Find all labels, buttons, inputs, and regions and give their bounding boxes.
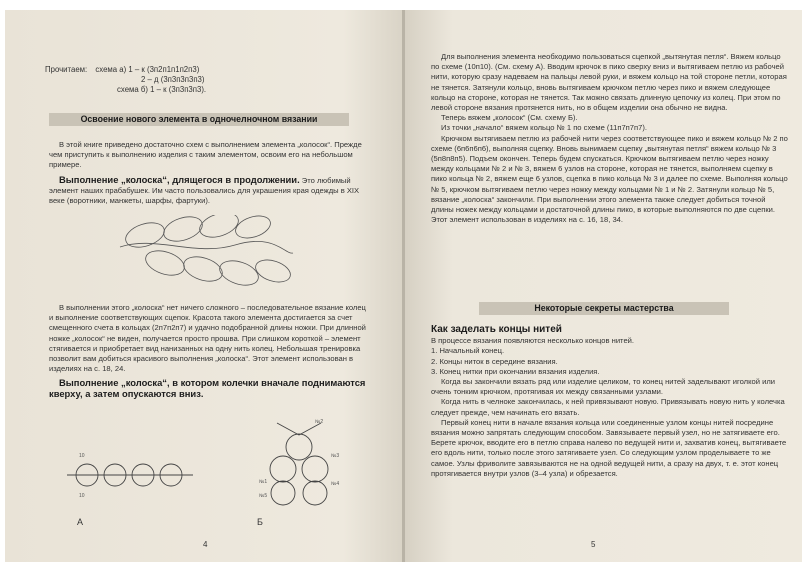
book-spread — [5, 10, 802, 562]
right-paragraph-1: Для выполнения элемента необходимо пользоваться сцепкой „вытянутая петля“. Вяжем кольцо по схеме (10п10). (См. схему А). Вводим крючок в пико сверху вниз и вытягиваем петлю из рабочей нити, которую сразу надеваем на пальцы левой руки, и вяжем кольцо на той стороне петли, которая не тянется. Затянули кольцо, вновь вытягиваем крючком петлю через пико и вяжем следующее кольцо на стороне, которая не тянется. Так можно связать длинную цепочку из колец. При этом по левой стороне вязания протянется нить, но в общем изделии она обычно не видна. — [431, 52, 787, 113]
section-heading-right: Некоторые секреты мастерства — [479, 302, 729, 315]
right-paragraph-6: Когда нить в челноке закончилась, к ней привязывают новую. Привязывать новую нить у колечка следует прежде, чем начинать его вязать. — [431, 397, 785, 417]
paragraph-2 — [49, 303, 371, 399]
right-secrets-text — [431, 325, 789, 479]
right-paragraph-4: Крючком вытягиваем петлю из рабочей нити через соответствующее пико и вяжем кольцо № 2 по схеме (6п6п6п6), выполняя сцепку. Вновь вынимаем сцепку „вытянутая петля“ вяжем кольцо № 3 (5п8п8п5). Подъем окончен. Теперь будем спускаться. Крючком вытягиваем петлю через ножку между кольцами № 2 и № 3, вяжем 6 узлов на стороне, которая не тянется, выполняем сцепку в пико кольца № 2, вяжем еще 6 узлов, сцепка в пико кольца № 3 и далее по схеме. Выполняя кольцо № 5, крючком вытягиваем петлю через ножку между кольцами № 1 и № 2. Затянули кольцо № 5, вязание „колоска“ закончили. При выполнении этого элемента также следует добиться точной длины ножек между кольцами и достаточной длины пико, в которые выполняются по две сцепки. Этот элемент использован в изделиях на с. 16, 18, 34. — [431, 133, 788, 225]
diagram-b-num-2: №3 — [331, 453, 340, 459]
right-paragraph-3: Из точки „начало“ вяжем кольцо № 1 по схеме (11п7п7п7). — [441, 123, 647, 133]
subheading-2: Выполнение „колоска“, в котором колечки вначале поднимаются кверху, а затем опускаются вниз. — [49, 377, 366, 400]
right-paragraph-7: Первый конец нити в начале вязания кольца или соединенные узлом концы нитей посредине вязания можно запрятать следующим способом. Завязываете первый узел, но не затягиваете его. Берете крючок, вводите его в петлю справа налево по ведущей нити и, захватив конец, вытягиваете его вдоль нити, только после этого затягиваете узел. Со следующим узлом проделываете то же самое. Узлы фриволите завязываются не на одной ведущей нити, а сразу на двух, т. е. этот конец протягивается внутри узлов (3–4 узла) и обрезается. — [431, 417, 787, 478]
right-subheading: Как заделать концы нитей — [431, 324, 562, 335]
subheading-1-paragraph — [49, 174, 369, 207]
intro-paragraph — [49, 140, 369, 206]
formula-line-3: схема б) 1 – к (3п3п3п3). — [117, 85, 207, 94]
right-paragraph-2: Теперь вяжем „колосок“ (См. схему Б). — [441, 113, 578, 123]
subheading-1-text: Это любимый элемент наших прабабушек. Им часто пользовались для украшения края одежды в XIX веке (воротники, манжеты, шарфы, фартуки). — [49, 175, 360, 206]
page-number-left: 4 — [203, 540, 208, 549]
section-heading-left: Освоение нового элемента в одночелночном вязании — [49, 113, 349, 126]
formula-line-2: 2 – д (3п3п3п3п3) — [141, 75, 205, 84]
diagram-a-num-1: 10 — [79, 453, 85, 459]
right-paragraph-5: Когда вы закончили вязать ряд или изделие целиком, то конец нитей заделывают иголкой или очень тонким крючком, протягивая их между связанными узлами. — [431, 377, 776, 397]
left-page — [5, 10, 403, 562]
diagram-b — [257, 415, 347, 515]
right-page — [405, 10, 802, 562]
list-item-2: 2. Концы ниток в середине вязания. — [431, 356, 558, 366]
diagram-b-num-5: №4 — [331, 481, 340, 487]
diagram-b-num-3: №1 — [259, 479, 268, 485]
diagram-a-num-2: 10 — [79, 493, 85, 499]
list-intro: В процессе вязания появляются несколько концов нитей. — [431, 336, 635, 346]
intro-text: В этой книге приведено достаточно схем с выполнением элемента „колосок“. Прежде чем приступить к выполнению изделия с таким элементом, освоим его на небольшом примере. — [49, 140, 362, 170]
list-item-1: 1. Начальный конец. — [431, 346, 505, 356]
diagram-b-label: Б — [257, 517, 263, 527]
formula-line-1: схема а) 1 – к (3п2п1п1п2п3) — [95, 65, 200, 74]
diagram-b-num-1: №2 — [315, 419, 324, 425]
diagram-a-label: А — [77, 517, 84, 527]
kolosok-chain-diagram — [115, 215, 295, 295]
formula-block — [45, 65, 275, 95]
page-number-right: 5 — [591, 540, 596, 549]
list-item-3: 3. Конец нитки при окончании вязания изделия. — [431, 366, 600, 376]
subheading-1: Выполнение „колоска“, длящегося в продолжении. — [59, 173, 300, 185]
formula-intro: Прочитаем: — [45, 65, 88, 74]
right-main-text — [431, 52, 789, 225]
diagram-b-num-4: №5 — [259, 493, 268, 499]
diagram-a — [65, 445, 195, 500]
paragraph-2-text: В выполнении этого „колоска“ нет ничего сложного – последовательное вязание колец и выполнение соответствующих сцепок. Красота такого элемента достигается за счет смещенного счета в кольцах (2п7п2п7) и удачно подобранной длины ножки. При длинной ножке „колосок“ не виден, получается просто прошва. При слишком короткой – элемент стягивается и приобретает вид нанизанных на одну нить колец. Небольшая тренировка позволит вам добиться красивого выполнения „колоска“. Этот элемент использован в изделиях на с. 18, 24. — [49, 303, 366, 374]
